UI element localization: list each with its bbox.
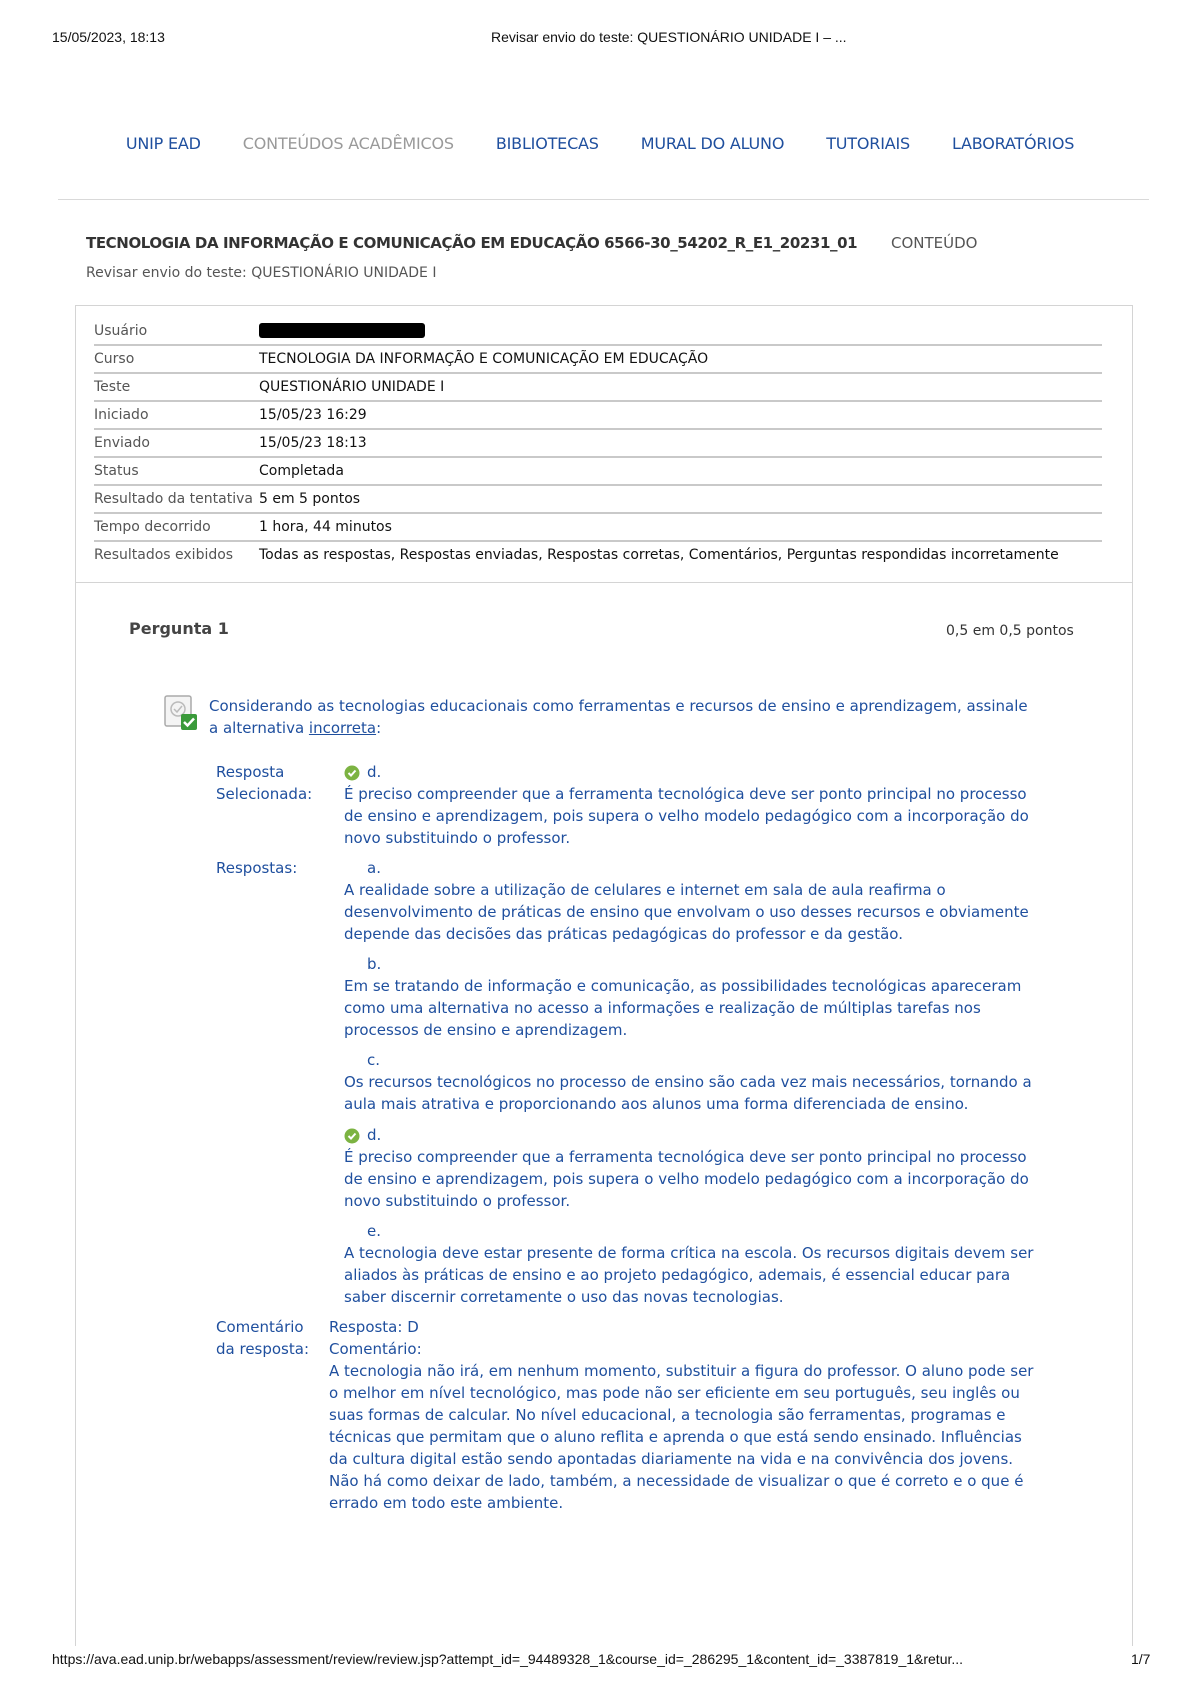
course-title[interactable]: TECNOLOGIA DA INFORMAÇÃO E COMUNICAÇÃO EM EDUCAÇÃO 6566-30_54202_R_E1_20231_01 <box>86 234 858 252</box>
option-text: A tecnologia deve estar presente de forma crítica na escola. Os recursos digitais devem ser aliados às práticas de ensino e ao projeto pedagógico, ademais, é essencial educar para saber discernir corretamente o uso das novas tecnologias. <box>344 1244 1034 1306</box>
print-date: 15/05/2023, 18:13 <box>52 29 165 45</box>
answer-option-a <box>344 857 1044 945</box>
question-text-end: : <box>376 719 382 737</box>
question-text-emphasis: incorreta <box>308 719 377 737</box>
label-line: Resposta <box>216 763 285 781</box>
info-row-enviado <box>94 430 1102 458</box>
info-value: TECNOLOGIA DA INFORMAÇÃO E COMUNICAÇÃO EM EDUCAÇÃO <box>259 351 709 367</box>
option-text: A realidade sobre a utilização de celulares e internet em sala de aula reafirma o desenvolvimento de práticas de ensino que envolvam o uso desses recursos e obviamente depende das decisões das práticas pedagógicas do professor e da gestão. <box>344 881 1029 943</box>
info-value-redacted <box>259 323 425 340</box>
info-label: Curso <box>94 351 135 367</box>
answer-option-d <box>344 1124 1044 1212</box>
top-navigation <box>0 134 1200 164</box>
nav-tutoriais[interactable]: TUTORIAIS <box>826 134 910 153</box>
info-value: Completada <box>259 463 344 479</box>
option-letter: d. <box>367 1126 382 1144</box>
label-line: Selecionada: <box>216 785 313 803</box>
info-label: Resultado da tentativa <box>94 491 253 507</box>
comment-text: A tecnologia não irá, em nenhum momento, substituir a figura do professor. O aluno pode ser o melhor em nível tecnológico, mas pode não ser eficiente em seu português, seu inglês ou suas formas de calcular. No nível educacional, a tecnologia são ferramentas, programas e técnicas que permitam que o aluno reflita e aprenda o que está sendo ensinado. Influências da cultura digital estão sendo apontadas diariamente na vida e na convivência dos jovens. Não há como deixar de lado, também, a necessidade de visualizar o que é correto e o que é errado em todo este ambiente. <box>329 1362 1034 1512</box>
print-header <box>0 29 1200 49</box>
label-line: da resposta: <box>216 1340 310 1358</box>
conteudo-link[interactable]: CONTEÚDO <box>891 234 978 252</box>
answer-comment <box>329 1316 1044 1514</box>
option-text: É preciso compreender que a ferramenta tecnológica deve ser ponto principal no processo de ensino e aprendizagem, pois supera o velho modelo pedagógico com a incorporação do novo substituindo o professor. <box>344 1148 1029 1210</box>
selected-answer <box>344 761 1044 849</box>
comment-heading: Comentário: <box>329 1340 422 1358</box>
info-value: 5 em 5 pontos <box>259 491 361 507</box>
info-value: Todas as respostas, Respostas enviadas, Respostas corretas, Comentários, Perguntas respondidas incorretamente <box>259 547 1059 563</box>
option-letter: a. <box>367 859 381 877</box>
info-value: 1 hora, 44 minutos <box>259 519 392 535</box>
check-icon <box>344 765 360 781</box>
answer-option-e <box>344 1220 1044 1308</box>
nav-divider <box>58 199 1149 200</box>
option-letter: c. <box>367 1051 381 1069</box>
option-letter: e. <box>367 1222 381 1240</box>
comment-label <box>216 1316 309 1360</box>
question-text-part: Considerando as tecnologias educacionais como ferramentas e recursos de ensino e aprendizagem, assinale a alternativa <box>209 697 1028 737</box>
selected-answer-text: É preciso compreender que a ferramenta tecnológica deve ser ponto principal no processo de ensino e aprendizagem, pois supera o velho modelo pedagógico com a incorporação do novo substituindo o professor. <box>344 785 1029 847</box>
info-label: Usuário <box>94 323 148 339</box>
answers-label: Respostas: <box>216 859 298 877</box>
info-row-iniciado <box>94 402 1102 430</box>
question-title: Pergunta 1 <box>129 619 229 638</box>
info-value: QUESTIONÁRIO UNIDADE I <box>259 379 445 395</box>
option-text: Em se tratando de informação e comunicação, as possibilidades tecnológicas apareceram como uma alternativa no acesso a informações e realização de múltiplas tarefas nos processos de ensino e aprendizagem. <box>344 977 1022 1039</box>
option-text: Os recursos tecnológicos no processo de ensino são cada vez mais necessários, tornando a aula mais atrativa e proporcionando aos alunos uma forma diferenciada de ensino. <box>344 1073 1032 1113</box>
option-letter: b. <box>367 955 382 973</box>
correct-answer-icon <box>162 693 202 733</box>
redaction-bar <box>259 323 425 338</box>
info-label: Resultados exibidos <box>94 547 234 563</box>
info-value: 15/05/23 16:29 <box>259 407 367 423</box>
nav-unip-ead[interactable]: UNIP EAD <box>125 134 201 153</box>
comment-answer: Resposta: D <box>329 1318 419 1336</box>
info-row-curso <box>94 346 1102 374</box>
info-row-resultado <box>94 486 1102 514</box>
selected-answer-label <box>216 761 312 805</box>
info-label: Teste <box>94 379 131 395</box>
nav-conteudos-academicos[interactable]: CONTEÚDOS ACADÊMICOS <box>242 134 454 153</box>
breadcrumb: Revisar envio do teste: QUESTIONÁRIO UNIDADE I <box>86 265 437 281</box>
info-row-status <box>94 458 1102 486</box>
option-letter: d. <box>367 763 382 781</box>
info-label: Enviado <box>94 435 150 451</box>
selected-answer-letter <box>344 761 1044 783</box>
attempt-info-table <box>94 318 1102 568</box>
check-icon <box>344 1128 360 1144</box>
print-page-number: 1/7 <box>1131 1651 1151 1667</box>
nav-laboratorios[interactable]: LABORATÓRIOS <box>951 134 1075 153</box>
info-row-usuario <box>94 318 1102 346</box>
info-row-teste <box>94 374 1102 402</box>
label-line: Comentário <box>216 1318 304 1336</box>
option-letter-wrap <box>344 1124 1044 1146</box>
info-label: Iniciado <box>94 407 149 423</box>
review-panel <box>75 305 1133 1646</box>
question-text <box>209 695 1029 739</box>
print-url: https://ava.ead.unip.br/webapps/assessment/review/review.jsp?attempt_id=_94489328_1&course_id=_286295_1&content_id=_3387819_1&retur... <box>52 1651 964 1667</box>
nav-mural-do-aluno[interactable]: MURAL DO ALUNO <box>640 134 785 153</box>
info-row-tempo <box>94 514 1102 542</box>
print-footer <box>0 1651 1200 1671</box>
info-row-resultados-exibidos <box>94 542 1102 568</box>
answer-option-c <box>344 1049 1044 1115</box>
print-doc-title: Revisar envio do teste: QUESTIONÁRIO UNIDADE I – ... <box>491 29 847 45</box>
question-panel <box>76 582 1132 1647</box>
info-value: 15/05/23 18:13 <box>259 435 367 451</box>
answer-option-b <box>344 953 1044 1041</box>
info-label: Tempo decorrido <box>94 519 211 535</box>
nav-bibliotecas[interactable]: BIBLIOTECAS <box>495 134 599 153</box>
question-score: 0,5 em 0,5 pontos <box>946 623 1074 639</box>
info-label: Status <box>94 463 139 479</box>
